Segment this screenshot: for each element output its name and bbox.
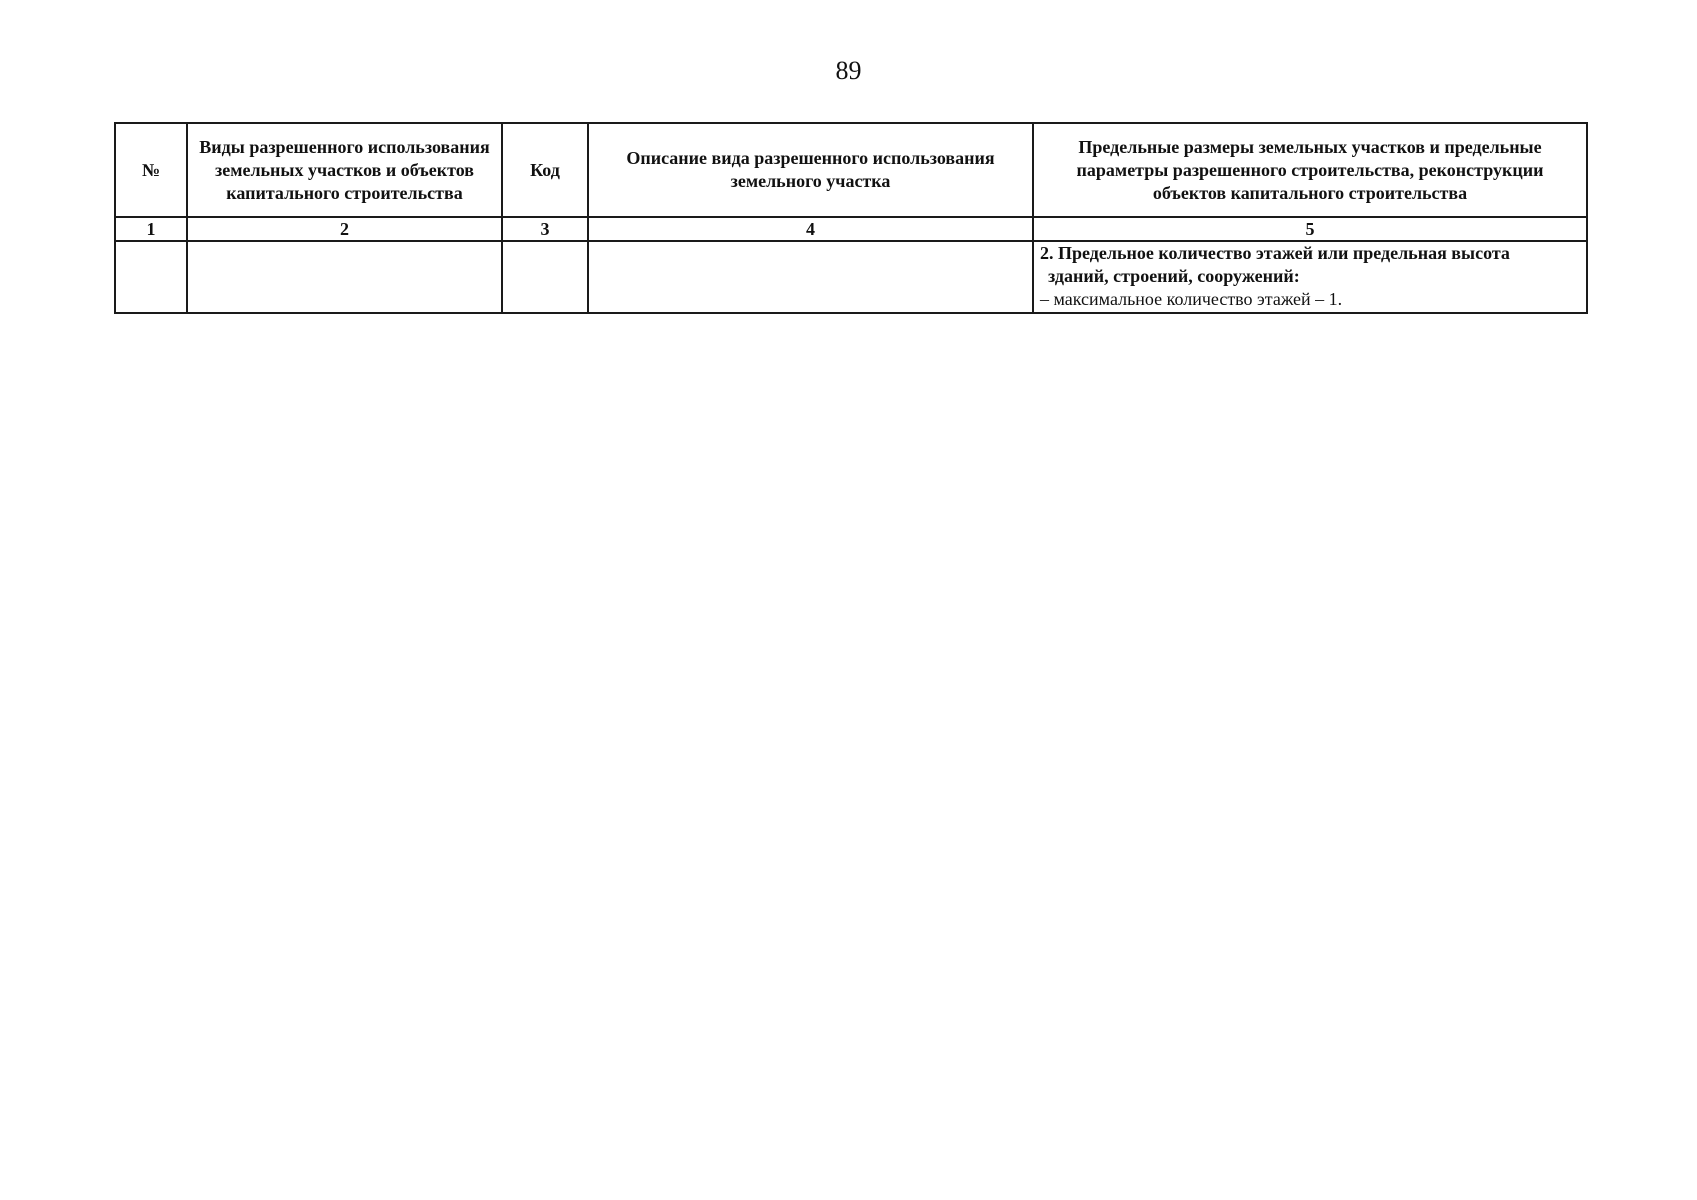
parameter-item: – максимальное количество этажей – 1. bbox=[1040, 289, 1343, 309]
header-row bbox=[115, 123, 1587, 217]
header-description: Описание вида разрешенного использования земельного участка bbox=[588, 123, 1033, 217]
header-limit-parameters: Предельные размеры земельных участков и предельные параметры разрешенного строительства, реконструкции объектов капитального строительства bbox=[1033, 123, 1587, 217]
column-number-row bbox=[115, 217, 1587, 241]
column-number: 1 bbox=[115, 217, 187, 241]
page-number: 89 bbox=[835, 56, 862, 85]
parameter-heading bbox=[1040, 242, 1580, 288]
header-code: Код bbox=[502, 123, 588, 217]
column-number: 5 bbox=[1033, 217, 1587, 241]
header-number: № bbox=[115, 123, 187, 217]
column-number: 2 bbox=[187, 217, 502, 241]
description-cell bbox=[588, 241, 1033, 313]
permitted-use-cell bbox=[187, 241, 502, 313]
parameter-heading-line1: 2. Предельное количество этажей или предельная высота bbox=[1040, 243, 1510, 263]
header-permitted-use-types: Виды разрешенного использования земельных участков и объектов капитального строительства bbox=[187, 123, 502, 217]
row-number-cell bbox=[115, 241, 187, 313]
column-number: 3 bbox=[502, 217, 588, 241]
column-number: 4 bbox=[588, 217, 1033, 241]
table-row bbox=[115, 241, 1587, 313]
parameter-heading-line2: зданий, строений, сооружений: bbox=[1048, 266, 1300, 286]
limit-parameters-cell bbox=[1033, 241, 1587, 313]
code-cell bbox=[502, 241, 588, 313]
zoning-table bbox=[114, 122, 1588, 314]
